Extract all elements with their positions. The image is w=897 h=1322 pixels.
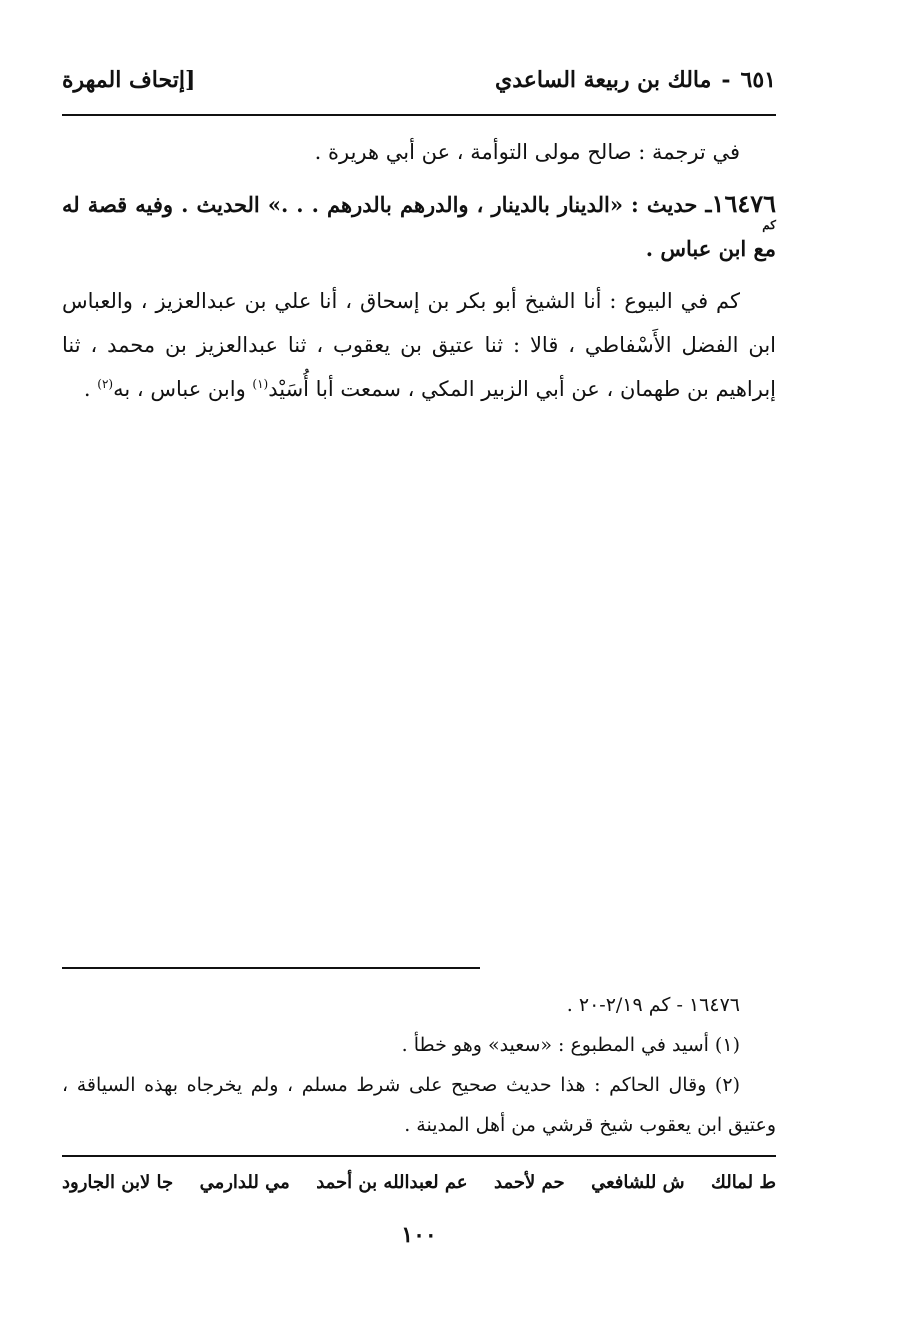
siglum-ahmad: حم لأحمد — [494, 1171, 565, 1193]
hadith-entry — [62, 182, 776, 271]
entry-number: ٦٥١ — [740, 67, 776, 93]
translation-line: في ترجمة : صالح مولى التوأمة ، عن أبي هريرة . — [314, 140, 740, 164]
footnote-ref-1: (١) — [252, 377, 269, 391]
entry-separator: - — [721, 67, 731, 93]
siglum-abdullah: عم لعبدالله بن أحمد — [316, 1171, 468, 1193]
footnote-rule — [62, 967, 480, 969]
header-rule — [62, 114, 776, 116]
isnad-end: . — [83, 377, 98, 401]
sigla-key — [62, 1162, 776, 1202]
hadith-number: ١٦٤٧٦ — [711, 189, 776, 218]
page-number: ١٠٠ — [401, 1222, 437, 1248]
footnotes — [62, 985, 776, 1145]
footnote-2: (٢) وقال الحاكم : هذا حديث صحيح على شرط مسلم ، ولم يخرجاه بهذه السياقة ، وعتيق ابن يعقوب شيخ قرشي من أهل المدينة . — [62, 1074, 776, 1136]
footnote-reference: ١٦٤٧٦ - كم ٢/١٩-٢٠ . — [566, 994, 740, 1016]
siglum-jarud: جا لابن الجارود — [62, 1171, 174, 1193]
page — [62, 0, 776, 1322]
siglum-malik: ط لمالك — [711, 1171, 776, 1193]
isnad-mid: وابن عباس ، به — [113, 377, 253, 401]
entry-title: مالك بن ربيعة الساعدي — [494, 67, 712, 93]
footnote-1: (١) أسيد في المطبوع : «سعيد» وهو خطأ . — [401, 1034, 740, 1056]
isnad-text: كم في البيوع : أنا الشيخ أبو بكر بن إسحاق ، أنا علي بن عبدالعزيز ، والعباس ابن الفضل الأَسْفاطي ، قالا : ثنا عتيق بن يعقوب ، ثنا عبدالعزيز بن محمد ، ثنا إبراهيم بن طهمان ، عن أبي الزبير المكي ، سمعت أبا أُسَيْد — [62, 289, 776, 401]
main-text — [62, 130, 776, 419]
siglum-shafii: ش للشافعي — [591, 1171, 685, 1193]
header-entry — [495, 67, 776, 93]
hadith-text: ـ حديث : «الدينار بالدينار ، والدرهم بالدرهم . . .» الحديث . وفيه قصة له مع ابن عباس . — [62, 192, 776, 261]
book-title: [إتحاف المهرة — [62, 67, 196, 93]
sigla-rule — [62, 1155, 776, 1157]
running-header — [62, 58, 776, 102]
isnad-paragraph — [62, 279, 776, 411]
siglum-darimi: مي للدارمي — [199, 1171, 290, 1193]
footnote-ref-2: (٢) — [97, 377, 114, 391]
hadith-siglum: كم — [762, 218, 776, 232]
